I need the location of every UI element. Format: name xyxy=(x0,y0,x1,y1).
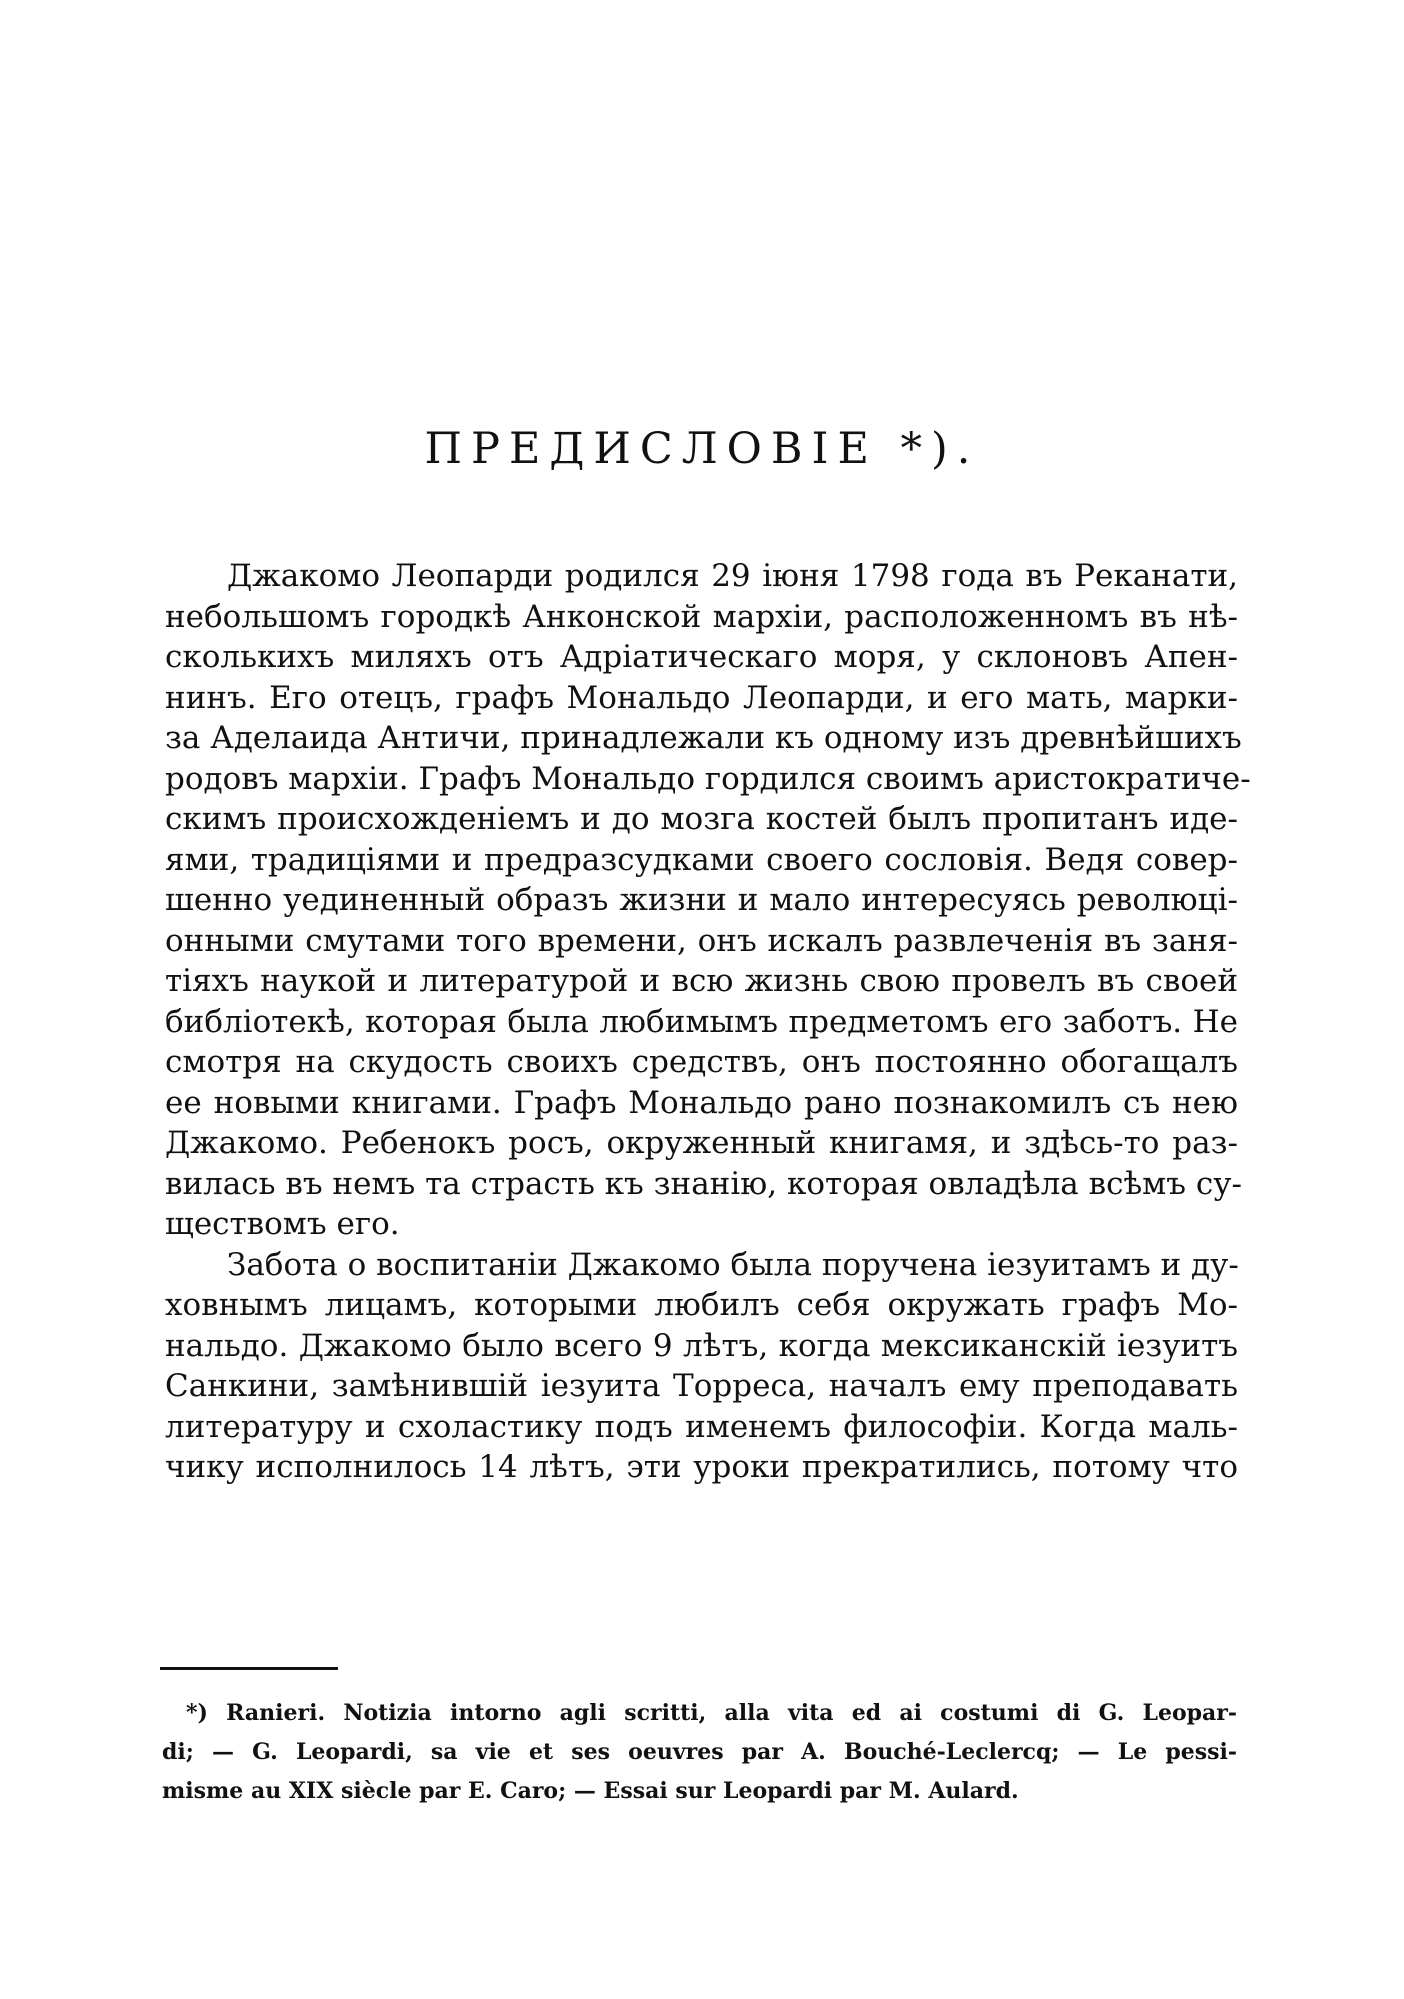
text-line: сколькихъ миляхъ отъ Адріатическаго моря, у склоновъ Апен- xyxy=(165,639,1238,675)
footnote-line: misme au XIX siècle par E. Caro; — Essai sur Leopardi par M. Aulard. xyxy=(162,1778,1019,1804)
text-line: тіяхъ наукой и литературой и всю жизнь свою провелъ въ своей xyxy=(165,963,1238,999)
footnote-line: di; — G. Leopardi, sa vie et ses oeuvres par A. Bouché-Leclercq; — Le pessi- xyxy=(162,1739,1237,1765)
text-line: вилась въ немъ та страсть къ знанію, которая овладѣла всѣмъ су- xyxy=(165,1165,1242,1202)
footnote-divider xyxy=(160,1667,338,1670)
text-line: Джакомо Леопарди родился 29 іюня 1798 года въ Реканати, xyxy=(227,558,1238,594)
text-line: скимъ происхожденіемъ и до мозга костей былъ пропитанъ иде- xyxy=(165,801,1238,837)
text-line: небольшомъ городкѣ Анконской мархіи, расположенномъ въ нѣ- xyxy=(165,598,1238,635)
text-line: Санкини, замѣнившій іезуита Торреса, началъ ему преподавать xyxy=(165,1368,1238,1404)
text-line: нальдо. Джакомо было всего 9 лѣтъ, когда мексиканскій іезуитъ xyxy=(165,1327,1238,1364)
text-line: ществомъ его. xyxy=(165,1206,400,1242)
footnote-line: *) Ranieri. Notizia intorno agli scritti, alla vita ed ai costumi di G. Leopar- xyxy=(186,1700,1237,1726)
text-line: ховнымъ лицамъ, которыми любилъ себя окружать графъ Мо- xyxy=(165,1287,1238,1323)
text-line: литературу и схоластику подъ именемъ философіи. Когда маль- xyxy=(165,1408,1238,1445)
text-line: чику исполнилось 14 лѣтъ, эти уроки прекратились, потому что xyxy=(165,1449,1238,1485)
text-line: смотря на скудость своихъ средствъ, онъ постоянно обогащалъ xyxy=(165,1044,1238,1080)
text-line: Джакомо. Ребенокъ росъ, окруженный книгамя, и здѣсь-то раз- xyxy=(165,1125,1238,1161)
footnote xyxy=(162,1694,1237,1811)
text-line: Забота о воспитаніи Джакомо была поручена іезуитамъ и ду- xyxy=(227,1246,1239,1283)
text-line: родовъ мархіи. Графъ Мональдо гордился своимъ аристократиче- xyxy=(165,760,1251,797)
text-line: библіотекѣ, которая была любимымъ предметомъ его заботъ. Не xyxy=(165,1003,1238,1040)
body-text xyxy=(165,556,1251,1488)
paragraph-1 xyxy=(165,556,1251,1245)
page-title: ПРЕДИСЛОВІЕ *). xyxy=(424,424,980,474)
paragraph-2 xyxy=(165,1245,1238,1488)
text-line: ями, традиціями и предразсудками своего сословія. Ведя совер- xyxy=(165,841,1238,878)
text-line: за Аделаида Античи, принадлежали къ одному изъ древнѣйшихъ xyxy=(165,720,1242,756)
text-line: ее новыми книгами. Графъ Мональдо рано познакомилъ съ нею xyxy=(165,1084,1238,1121)
text-line: нинъ. Его отецъ, графъ Мональдо Леопарди, и его мать, марки- xyxy=(165,679,1238,716)
text-line: шенно уединенный образъ жизни и мало интересуясь революці- xyxy=(165,882,1238,918)
text-line: онными смутами того времени, онъ искалъ развлеченія въ заня- xyxy=(165,922,1238,959)
